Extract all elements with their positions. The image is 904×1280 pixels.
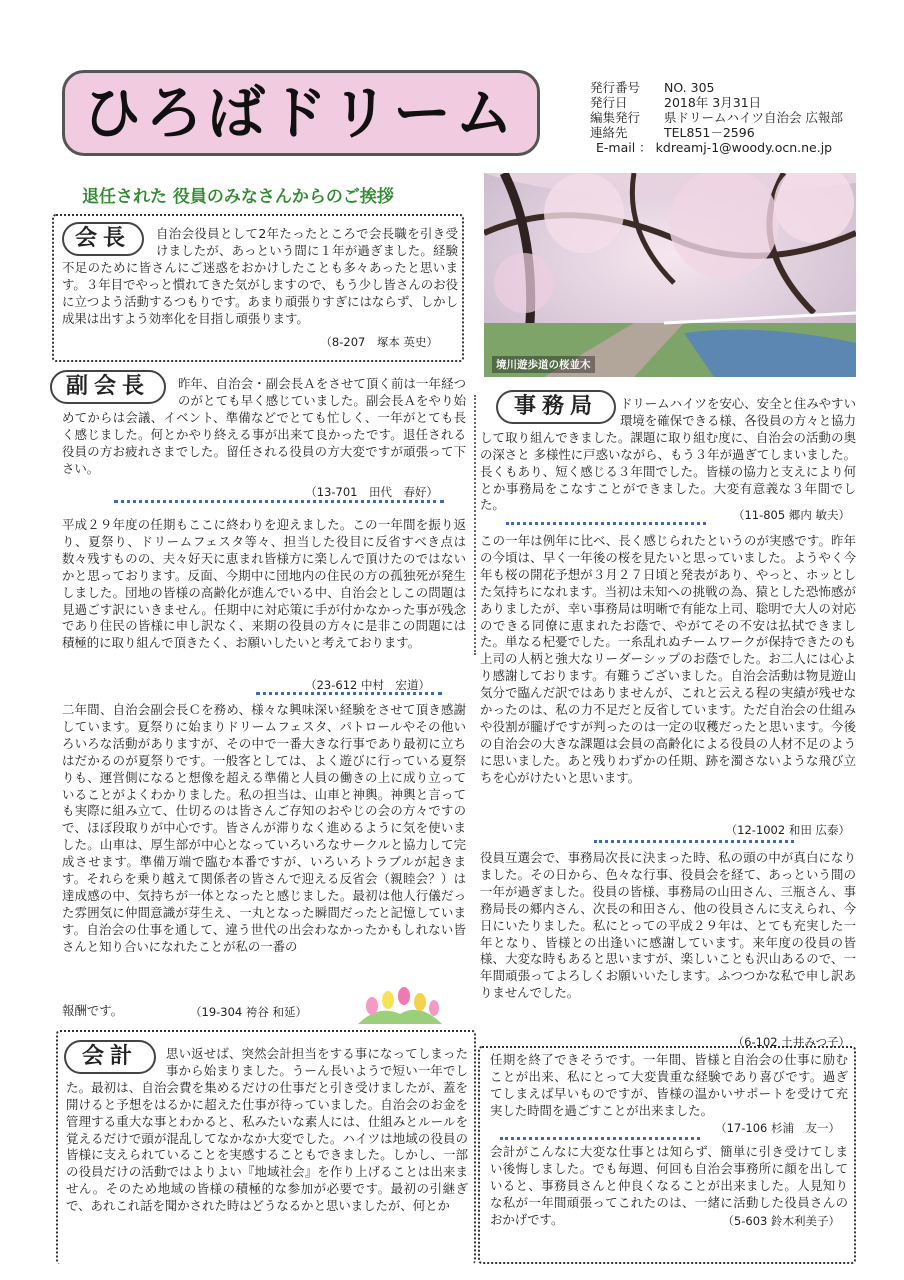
kaikei-signature-2: （17-106 杉浦 友一） [715,1121,840,1135]
jimukyoku-badge: 事務局 [496,390,616,424]
kaicho-message: 自治会役員として2年たったところで会長職を引き受けましたが、あっという間に１年が過ぎました。経験不足のために皆さんにご迷惑をおかけしたことも多々あったと思います。３年目でやっと慣れてきた気がしますので、もう少し皆さんのお役に立つよう活動するつもりです。あまり頑張りすぎにはならず、しかし成果は出すよう効率化を目指し頑張ります。 [62,226,458,326]
tulip-illustration [358,984,442,1024]
divider-dots [506,522,706,525]
fukukaicho-message-2: 平成２９年度の任期もここに終わりを迎えました。この一年間を振り返り、夏祭り、ドリームフェスタ等々、担当した役目に反省すべき点は数々残すものの、夫々好天に恵まれ皆様方に楽しんで頂けたのではないかと思っております。反面、今期中に団地内の住民の方の孤独死が発生しました。団地の皆様の高齢化が進んでいる中、自治会としこの問題は見過ごす訳にいきません。任期中に対応策に手が付かなかった事が残念であり住民の皆様に申し訳なく、来期の役員の方々に是非この問題には積極的に取り組んで頂きたく、お願いしたいと考えております。 [62,517,466,651]
fukukaicho-message-3-end: 報酬です。 [62,1003,123,1018]
cherry-blossom-photo [484,173,856,377]
kaikei-message-2: 任期を終了できそうです。一年間、皆様と自治会の仕事に励むことが出来、私にとって大変貴重な経験であり喜びです。過ぎてしまえば早いものですが、皆様の温かいサポートを受けて充実した時間を過ごすことが出来ました。 [490,1052,848,1118]
email-row: E-mail ： kdreamj-1@woody.ocn.ne.jp [596,140,833,155]
section-heading: 退任された 役員のみなさんからのご挨拶 [82,187,394,207]
jimukyoku-signature-3: （6-102 土井みつ子） [732,1035,850,1049]
jimukyoku-message-1: ドリームハイツを安心、安全と住みやすい環境を確保できる様、各役員の方々と協力して取り組んできました。課題に取り組む度に、自治会の活動の奥の深さと 多様性に戸惑いながら、もう３年が過ぎてしまいました。長くもあり、短く感じる３年間でした。皆様の協力と支えにより何とか事務局をこなすことができました。大変有意義な３年間でした。 [480,396,856,513]
kaicho-badge: 会長 [62,222,144,256]
kaikei-badge: 会計 [64,1040,156,1074]
divider-dots [256,692,442,695]
fukukaicho-signature-2: （23-612 中村 宏道） [305,678,430,692]
fukukaicho-badge: 副会長 [50,370,166,404]
kaikei-message-1: 思い返せば、突然会計担当をする事になってしまった事から始まりました。うーん長いようで短い一年でした。最初は、自治会費を集めるだけの仕事だと引き受けましたが、蓋を開けると予想をはるかに超えた仕事が待っていました。自治会のお金を管理する重大な事とわかると、私みたいな素人には、仕組みとルールを覚えるだけで頭が混乱してなかなか大変でした。ハイツは地域の役員の皆様に支えられていることを実感することもできました。しかし、一部の役員だけの活動ではよりよい『地域社会』を作り上げることは出来ません。そのため地域の皆様の積極的な参加が必要です。最初の引継ぎで、あれこれ話を聞かされた時はどうなるかと思いましたが、何とか [66,1046,468,1214]
issue-number-row: 発行番号 NO. 305 [590,80,715,95]
publication-info [590,80,890,160]
newsletter-title: ひろばドリーム [82,79,517,147]
column-divider [474,395,476,655]
kaicho-signature: （8-207 塚本 英史） [320,335,438,349]
divider-dots [594,840,794,843]
jimukyoku-signature-1: （11-805 郷内 敏夫） [732,508,850,522]
kaikei-signature-3: （5-603 鈴木利美子） [722,1214,840,1228]
fukukaicho-signature-1: （13-701 田代 春好） [305,485,438,499]
fukukaicho-message-3: 二年間、自治会副会長Ｃを務め、様々な興味深い経験をさせて頂き感謝しています。夏祭りに始まりドリームフェスタ、パトロールやその他いろいろな活動がありますが、その中で一番大きな行事であり最初に立ちはだかるのが夏祭りです。一般客としては、よく遊びに行っている夏祭りも、運営側になると想像を超える準備と人員の働きの上に成り立っていることがよくわかりました。私の担当は、山車と神輿。神輿と言っても実際に組み立て、仕切るのは皆さんご存知のおやじの会の方々ですので、ほぼ段取りが中心です。皆さんが滞りなく進めるように気を使いました。山車は、厚生部が中心となっていろいろなサークルと協力して完成させます。準備万端で臨む本番ですが、いろいろトラブルが起きます。それらを乗り越えて関係者の皆さんで迎える反省会（親睦会？）は達成感の中、気持ちが一体となったと感じました。最初は他人行儀だった雰囲気に仲間意識が芽生え、一丸となった瞬間だったと記憶しています。自治会の仕事を通して、違う世代の出会わなかったかもしれない皆さんと知り合いになれたことが私の一番の [62,702,466,954]
fukukaicho-message-1: 昨年、自治会・副会長Ａをさせて頂く前は一年経つのがとても早く感じていました。副会長Ａをやり始めてからは会議、イベント、準備などでとても忙しく、一年がとても長く感じました。何とかやり終える事が出来て良かったです。退任される役員の方お疲れさまでした。留任される役員の方大変ですが頑張って下さい。 [62,376,466,476]
divider-dots [114,500,444,503]
jimukyoku-signature-2: （12-1002 和田 広泰） [725,823,850,837]
fukukaicho-signature-3: （19-304 袴谷 和延） [190,1005,308,1019]
jimukyoku-message-3: 役員互選会で、事務局次長に決まった時、私の頭の中が真白になりました。その日から、色々な行事、役員会を経て、あっという間の一年が過ぎました。役員の皆様、事務局の山田さん、三瓶さん、事務局長の郷内さん、次長の和田さん、他の役員さんに支えられ、今日にいたりました。私にとっての平成２９年は、とても充実した一年となり、皆様との出逢いに感謝しています。来年度の役員の皆様、大変な時もあると思いますが、楽しいことも沢山あるので、一年間頑張ってよろしくお願いいたします。ふつつかな私で申し訳ありませんでした。 [480,850,856,1001]
publisher-row: 編集発行 県ドリームハイツ自治会 広報部 [590,110,843,125]
tulip-icon [358,984,442,1024]
kaikei-message-3: 会計がこんなに大変な仕事とは知らず、簡単に引き受けてしまい後悔しました。でも毎週、何回も自治会事務所に顔を出していると、事務員さんと仲良くなることが出来ました。人見知りな私が一年間頑張ってこれたのは、一緒に活動した役員さんのおかげです。 [490,1144,848,1227]
issue-date-row: 発行日 2018年 3月31日 [590,95,762,110]
photo-caption: 境川遊歩道の桜並木 [492,356,595,373]
divider-dots [500,1137,700,1140]
contact-row: 連絡先 TEL851－2596 [590,125,755,140]
jimukyoku-message-2: この一年は例年に比べ、長く感じられたというのが実感です。昨年の今頃は、早く一年後の桜を見たいと思っていました。ようやく今年も桜の開花予想が３月２７日頃と発表があり、やっと、ホッとした気持ちになれます。当初は未知への挑戦の為、猿とした恐怖感がありましたが、幸い事務局は明晰で有能な上司、聡明で大人の対応のできる同僚に恵まれたお蔭で、やがてその不安は払拭できました。単なる杞憂でした。一糸乱れぬチームワークが保持できたのも上司の人柄と強大なリーダーシップのお蔭でした。お二人には心より感謝しております。有難うございました。自治会活動は物見遊山気分で臨んだ訳ではありませんが、これと云える程の実績が残せなかったのは、私の力不足だと反省しています。ただ自治会の仕組みや役割が朧げですが判ったのは一定の収穫だったと思います。今後の自治会の大きな課題は会員の高齢化による役員の人材不足のように思いました。あと残りわずかの任期、跡を濁さないような飛び立ちを心がけたいと思います。 [480,533,856,785]
cherry-blossom-illustration [484,173,856,377]
